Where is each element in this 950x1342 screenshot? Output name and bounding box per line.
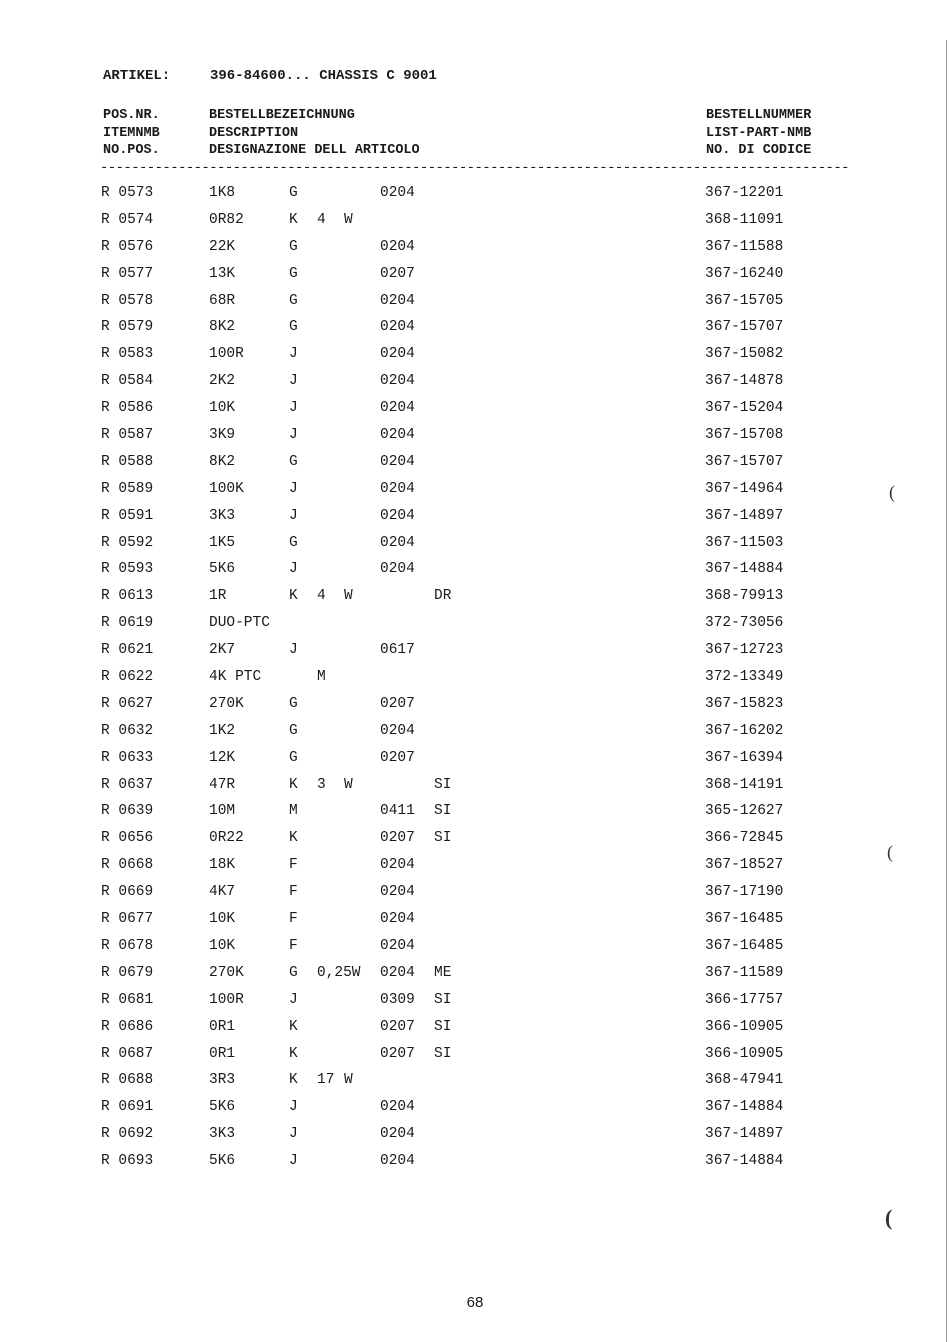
- tolerance-cell: G: [289, 534, 298, 551]
- value-cell: 8K2: [209, 453, 236, 470]
- header-desc-it: DESIGNAZIONE DELL ARTICOLO: [209, 143, 420, 158]
- position-cell: R 0588: [101, 453, 154, 470]
- table-row: [0, 611, 950, 638]
- part-number-cell: 368-47941: [705, 1072, 784, 1089]
- tolerance-cell: K: [289, 776, 298, 793]
- position-cell: R 0592: [101, 534, 154, 551]
- size-cell: 0204: [380, 400, 415, 417]
- value-cell: 1K2: [209, 722, 236, 739]
- table-row: [0, 1015, 950, 1042]
- value-cell: 1K8: [209, 185, 236, 201]
- value-cell: 47R: [209, 776, 236, 793]
- position-cell: R 0579: [101, 319, 154, 336]
- part-number-cell: 367-11503: [705, 534, 784, 551]
- position-cell: R 0593: [101, 561, 154, 578]
- position-cell: R 0633: [101, 749, 154, 766]
- tolerance-cell: K: [289, 1018, 298, 1035]
- position-cell: R 0669: [101, 884, 154, 901]
- tolerance-cell: G: [289, 238, 298, 255]
- part-number-cell: 367-15707: [705, 319, 784, 336]
- size-cell: 0204: [380, 346, 415, 363]
- size-cell: 0617: [380, 642, 415, 659]
- value-cell: 100K: [209, 480, 244, 497]
- value-cell: 8K2: [209, 319, 236, 336]
- tolerance-cell: F: [289, 937, 298, 954]
- tolerance-cell: J: [289, 1153, 298, 1170]
- value-cell: 13K: [209, 265, 236, 282]
- table-row: [0, 746, 950, 773]
- table-row: [0, 692, 950, 719]
- value-cell: 2K7: [209, 642, 236, 659]
- header-pos-it: NO.POS.: [103, 143, 160, 158]
- table-row: [0, 477, 950, 504]
- page-number: 68: [466, 1294, 484, 1311]
- table-row: [0, 1068, 950, 1095]
- part-number-cell: 366-10905: [705, 1018, 784, 1035]
- part-number-cell: 367-16485: [705, 911, 784, 928]
- size-cell: 0204: [380, 857, 415, 874]
- size-cell: 0204: [380, 1099, 415, 1116]
- table-row: [0, 853, 950, 880]
- position-cell: R 0591: [101, 507, 154, 524]
- value-cell: 12K: [209, 749, 236, 766]
- tolerance-cell: G: [289, 319, 298, 336]
- margin-mark: (: [889, 482, 895, 502]
- unit-cell: W: [344, 1072, 353, 1089]
- value-cell: 5K6: [209, 1099, 236, 1116]
- position-cell: R 0668: [101, 857, 154, 874]
- value-cell: 5K6: [209, 1153, 236, 1170]
- part-number-cell: 372-13349: [705, 669, 784, 686]
- tolerance-cell: J: [289, 400, 298, 417]
- tolerance-cell: K: [289, 830, 298, 847]
- tolerance-cell: J: [289, 373, 298, 390]
- value-cell: 0R1: [209, 1045, 236, 1062]
- tolerance-cell: G: [289, 722, 298, 739]
- size-cell: 0207: [380, 1045, 415, 1062]
- header-desc-en: DESCRIPTION: [209, 125, 299, 141]
- tolerance-cell: G: [289, 185, 298, 201]
- tolerance-cell: F: [289, 911, 298, 928]
- tolerance-cell: F: [289, 884, 298, 901]
- part-number-cell: 367-14878: [705, 373, 784, 390]
- part-number-cell: 366-10905: [705, 1045, 784, 1062]
- part-number-cell: 366-17757: [705, 991, 784, 1008]
- size-cell: 0207: [380, 265, 415, 282]
- table-row: [0, 289, 950, 316]
- value-cell: 10K: [209, 911, 236, 928]
- table-row: [0, 208, 950, 235]
- size-cell: 0204: [380, 373, 415, 390]
- value-cell: 5K6: [209, 561, 236, 578]
- part-number-cell: 367-15082: [705, 346, 784, 363]
- value-cell: 68R: [209, 292, 236, 309]
- size-cell: 0204: [380, 238, 415, 255]
- value-cell: 270K: [209, 964, 244, 981]
- header-num-de: BESTELLNUMMER: [706, 108, 812, 123]
- unit-cell: W: [344, 776, 353, 793]
- value-cell: 3K3: [209, 507, 236, 524]
- table-row: [0, 557, 950, 584]
- tolerance-cell: G: [289, 695, 298, 712]
- note-cell: SI: [434, 803, 452, 820]
- tolerance-cell: J: [289, 1126, 298, 1143]
- position-cell: R 0691: [101, 1099, 154, 1116]
- page-edge-line: [946, 40, 947, 1342]
- tolerance-cell: J: [289, 561, 298, 578]
- table-row: [0, 342, 950, 369]
- part-number-cell: 367-14964: [705, 480, 784, 497]
- value-cell: 270K: [209, 695, 244, 712]
- rating-cell: 4: [317, 588, 326, 605]
- part-number-cell: 367-18527: [705, 857, 784, 874]
- note-cell: SI: [434, 1045, 452, 1062]
- tolerance-cell: J: [289, 1099, 298, 1116]
- note-cell: DR: [434, 588, 452, 605]
- size-cell: 0204: [380, 480, 415, 497]
- table-row: [0, 504, 950, 531]
- part-number-cell: 367-14884: [705, 561, 784, 578]
- position-cell: R 0573: [101, 185, 154, 201]
- part-number-cell: 365-12627: [705, 803, 784, 820]
- value-cell: 0R82: [209, 211, 244, 228]
- size-cell: 0207: [380, 695, 415, 712]
- value-cell: 18K: [209, 857, 236, 874]
- value-cell: 0R22: [209, 830, 244, 847]
- value-cell: DUO-PTC: [209, 615, 270, 632]
- table-row: [0, 773, 950, 800]
- size-cell: 0204: [380, 911, 415, 928]
- rating-cell: 3: [317, 776, 326, 793]
- header-pos-de: POS.NR.: [103, 108, 160, 123]
- table-row: [0, 1042, 950, 1069]
- table-row: [0, 1095, 950, 1122]
- article-label: ARTIKEL:: [103, 68, 171, 84]
- margin-mark: (: [887, 842, 893, 862]
- value-cell: 2K2: [209, 373, 236, 390]
- header-part-number-column: [706, 107, 811, 160]
- tolerance-cell: G: [289, 749, 298, 766]
- position-cell: R 0677: [101, 911, 154, 928]
- position-cell: R 0622: [101, 669, 154, 686]
- part-number-cell: 367-15707: [705, 453, 784, 470]
- table-row: [0, 396, 950, 423]
- table-row: [0, 719, 950, 746]
- size-cell: 0204: [380, 319, 415, 336]
- value-cell: 4K PTC: [209, 669, 262, 686]
- position-cell: R 0656: [101, 830, 154, 847]
- rating-cell: M: [317, 669, 326, 686]
- part-number-cell: 367-15708: [705, 427, 784, 444]
- part-number-cell: 367-16485: [705, 937, 784, 954]
- size-cell: 0207: [380, 1018, 415, 1035]
- value-cell: 1R: [209, 588, 227, 605]
- table-row: [0, 584, 950, 611]
- table-row: [0, 1122, 950, 1149]
- position-cell: R 0632: [101, 722, 154, 739]
- size-cell: 0204: [380, 1126, 415, 1143]
- parts-list: [0, 181, 950, 1176]
- position-cell: R 0686: [101, 1018, 154, 1035]
- part-number-cell: 367-16202: [705, 722, 784, 739]
- part-number-cell: 367-14897: [705, 507, 784, 524]
- table-row: [0, 961, 950, 988]
- part-number-cell: 367-15823: [705, 695, 784, 712]
- size-cell: 0204: [380, 507, 415, 524]
- position-cell: R 0678: [101, 937, 154, 954]
- tolerance-cell: K: [289, 1045, 298, 1062]
- part-number-cell: 367-14884: [705, 1153, 784, 1170]
- size-cell: 0204: [380, 964, 415, 981]
- table-row: [0, 1149, 950, 1176]
- size-cell: 0204: [380, 185, 415, 201]
- tolerance-cell: G: [289, 453, 298, 470]
- position-cell: R 0578: [101, 292, 154, 309]
- part-number-cell: 367-15204: [705, 400, 784, 417]
- position-cell: R 0621: [101, 642, 154, 659]
- rating-cell: 4: [317, 211, 326, 228]
- size-cell: 0207: [380, 830, 415, 847]
- position-cell: R 0688: [101, 1072, 154, 1089]
- tolerance-cell: J: [289, 642, 298, 659]
- part-number-cell: 367-11589: [705, 964, 784, 981]
- part-number-cell: 368-79913: [705, 588, 784, 605]
- table-row: [0, 181, 950, 208]
- part-number-cell: 366-72845: [705, 830, 784, 847]
- table-row: [0, 531, 950, 558]
- header-description-column: [209, 107, 420, 160]
- part-number-cell: 368-14191: [705, 776, 784, 793]
- note-cell: SI: [434, 776, 452, 793]
- table-row: [0, 880, 950, 907]
- position-cell: R 0637: [101, 776, 154, 793]
- table-row: [0, 423, 950, 450]
- header-divider: ------------------------------------------------------------------------------------------------: [100, 160, 849, 176]
- part-number-cell: 367-16394: [705, 749, 784, 766]
- header-pos-en: ITEMNMB: [103, 125, 160, 141]
- tolerance-cell: J: [289, 991, 298, 1008]
- table-row: [0, 988, 950, 1015]
- unit-cell: W: [344, 211, 353, 228]
- part-number-cell: 372-73056: [705, 615, 784, 632]
- tolerance-cell: K: [289, 588, 298, 605]
- part-number-cell: 367-12201: [705, 185, 784, 201]
- table-row: [0, 907, 950, 934]
- table-row: [0, 369, 950, 396]
- part-number-cell: 367-14884: [705, 1099, 784, 1116]
- size-cell: 0207: [380, 749, 415, 766]
- tolerance-cell: J: [289, 480, 298, 497]
- tolerance-cell: J: [289, 346, 298, 363]
- value-cell: 10K: [209, 400, 236, 417]
- part-number-cell: 367-16240: [705, 265, 784, 282]
- table-row: [0, 799, 950, 826]
- table-row: [0, 450, 950, 477]
- size-cell: 0204: [380, 937, 415, 954]
- value-cell: 3K3: [209, 1126, 236, 1143]
- position-cell: R 0639: [101, 803, 154, 820]
- value-cell: 100R: [209, 346, 244, 363]
- position-cell: R 0679: [101, 964, 154, 981]
- size-cell: 0204: [380, 561, 415, 578]
- header-num-it: NO. DI CODICE: [706, 143, 812, 158]
- part-number-cell: 367-14897: [705, 1126, 784, 1143]
- position-cell: R 0577: [101, 265, 154, 282]
- table-row: [0, 315, 950, 342]
- tolerance-cell: J: [289, 507, 298, 524]
- header-position-column: [103, 107, 160, 160]
- position-cell: R 0586: [101, 400, 154, 417]
- rating-cell: 0,25W: [317, 964, 361, 981]
- part-number-cell: 367-12723: [705, 642, 784, 659]
- part-number-cell: 367-17190: [705, 884, 784, 901]
- position-cell: R 0613: [101, 588, 154, 605]
- tolerance-cell: J: [289, 427, 298, 444]
- value-cell: 3R3: [209, 1072, 236, 1089]
- table-row: [0, 638, 950, 665]
- position-cell: R 0681: [101, 991, 154, 1008]
- position-cell: R 0584: [101, 373, 154, 390]
- header-num-en: LIST-PART-NMB: [706, 125, 812, 141]
- value-cell: 10M: [209, 803, 236, 820]
- size-cell: 0204: [380, 292, 415, 309]
- article-value: 396-84600... CHASSIS C 9001: [210, 68, 437, 84]
- size-cell: 0309: [380, 991, 415, 1008]
- position-cell: R 0583: [101, 346, 154, 363]
- position-cell: R 0589: [101, 480, 154, 497]
- value-cell: 4K7: [209, 884, 236, 901]
- table-row: [0, 934, 950, 961]
- size-cell: 0204: [380, 427, 415, 444]
- position-cell: R 0619: [101, 615, 154, 632]
- tolerance-cell: G: [289, 292, 298, 309]
- size-cell: 0204: [380, 453, 415, 470]
- size-cell: 0204: [380, 722, 415, 739]
- tolerance-cell: M: [289, 803, 298, 820]
- position-cell: R 0692: [101, 1126, 154, 1143]
- position-cell: R 0627: [101, 695, 154, 712]
- tolerance-cell: G: [289, 265, 298, 282]
- part-number-cell: 367-11588: [705, 238, 784, 255]
- note-cell: ME: [434, 964, 452, 981]
- position-cell: R 0687: [101, 1045, 154, 1062]
- part-number-cell: 367-15705: [705, 292, 784, 309]
- tolerance-cell: F: [289, 857, 298, 874]
- table-row: [0, 262, 950, 289]
- rating-cell: 17: [317, 1072, 335, 1089]
- header-desc-de: BESTELLBEZEICHNUNG: [209, 108, 355, 123]
- size-cell: 0204: [380, 1153, 415, 1170]
- value-cell: 1K5: [209, 534, 236, 551]
- unit-cell: W: [344, 588, 353, 605]
- note-cell: SI: [434, 1018, 452, 1035]
- tolerance-cell: K: [289, 1072, 298, 1089]
- note-cell: SI: [434, 991, 452, 1008]
- note-cell: SI: [434, 830, 452, 847]
- position-cell: R 0587: [101, 427, 154, 444]
- tolerance-cell: K: [289, 211, 298, 228]
- margin-mark: (: [885, 1205, 893, 1230]
- tolerance-cell: G: [289, 964, 298, 981]
- value-cell: 0R1: [209, 1018, 236, 1035]
- part-number-cell: 368-11091: [705, 211, 784, 228]
- position-cell: R 0576: [101, 238, 154, 255]
- table-row: [0, 665, 950, 692]
- value-cell: 3K9: [209, 427, 236, 444]
- value-cell: 10K: [209, 937, 236, 954]
- size-cell: 0411: [380, 803, 415, 820]
- table-row: [0, 826, 950, 853]
- value-cell: 22K: [209, 238, 236, 255]
- size-cell: 0204: [380, 534, 415, 551]
- position-cell: R 0574: [101, 211, 154, 228]
- position-cell: R 0693: [101, 1153, 154, 1170]
- value-cell: 100R: [209, 991, 244, 1008]
- size-cell: 0204: [380, 884, 415, 901]
- table-row: [0, 235, 950, 262]
